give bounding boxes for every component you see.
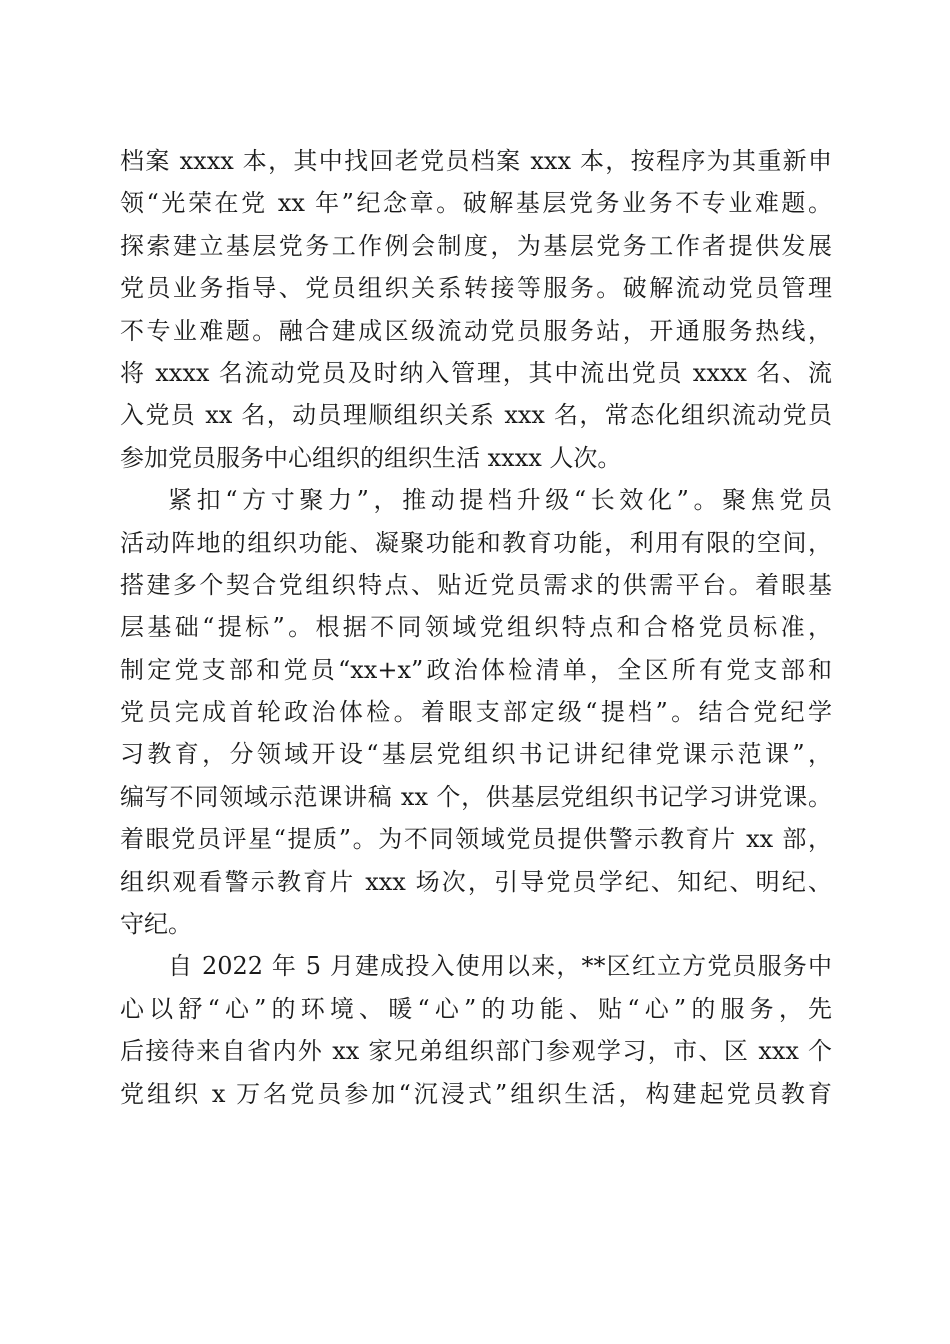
text-line: 心以舒“心”的环境、暖“心”的功能、贴“心”的服务，先 — [120, 994, 832, 1023]
text-line: 层基础“提标”。根据不同领域党组织特点和合格党员标准， — [120, 613, 832, 642]
text-line: 入党员 xx 名，动员理顺组织关系 xxx 名，常态化组织流动党员 — [120, 401, 832, 430]
text-line: 习教育，分领域开设“基层党组织书记讲纪律党课示范课”， — [120, 740, 832, 769]
text-line: 紧扣“方寸聚力”，推动提档升级“长效化”。聚焦党员 — [168, 486, 832, 515]
text-line: 将 xxxx 名流动党员及时纳入管理，其中流出党员 xxxx 名、流 — [120, 358, 832, 387]
text-line: 党员完成首轮政治体检。着眼支部定级“提档”。结合党纪学 — [120, 698, 832, 727]
text-line: 守纪。 — [120, 910, 192, 939]
text-line: 编写不同领域示范课讲稿 xx 个，供基层党组织书记学习讲党课。 — [120, 782, 832, 811]
text-line: 着眼党员评星“提质”。为不同领域党员提供警示教育片 xx 部， — [120, 825, 832, 854]
text-line: 参加党员服务中心组织的组织生活 xxxx 人次。 — [120, 443, 622, 472]
paragraph-3 — [120, 945, 832, 1115]
document-body — [120, 140, 832, 1115]
text-line: 领“光荣在党 xx 年”纪念章。破解基层党务业务不专业难题。 — [120, 189, 832, 218]
text-line: 档案 xxxx 本，其中找回老党员档案 xxx 本，按程序为其重新申 — [120, 147, 832, 175]
text-line: 自 2022 年 5 月建成投入使用以来，**区红立方党员服务中 — [168, 952, 832, 981]
text-line: 党员业务指导、党员组织关系转接等服务。破解流动党员管理 — [120, 274, 832, 303]
paragraph-1 — [120, 140, 832, 479]
text-line: 探索建立基层党务工作例会制度，为基层党务工作者提供发展 — [120, 231, 832, 260]
paragraph-2 — [120, 479, 832, 945]
text-line: 制定党支部和党员“xx+x”政治体检清单，全区所有党支部和 — [120, 655, 832, 684]
text-line: 党组织 x 万名党员参加“沉浸式”组织生活，构建起党员教育 — [120, 1079, 832, 1108]
text-line: 活动阵地的组织功能、凝聚功能和教育功能，利用有限的空间， — [120, 528, 832, 557]
text-line: 组织观看警示教育片 xxx 场次，引导党员学纪、知纪、明纪、 — [120, 867, 832, 896]
text-line: 不专业难题。融合建成区级流动党员服务站，开通服务热线， — [120, 316, 832, 345]
text-line: 搭建多个契合党组织特点、贴近党员需求的供需平台。着眼基 — [120, 570, 832, 599]
text-line: 后接待来自省内外 xx 家兄弟组织部门参观学习，市、区 xxx 个 — [120, 1037, 832, 1066]
